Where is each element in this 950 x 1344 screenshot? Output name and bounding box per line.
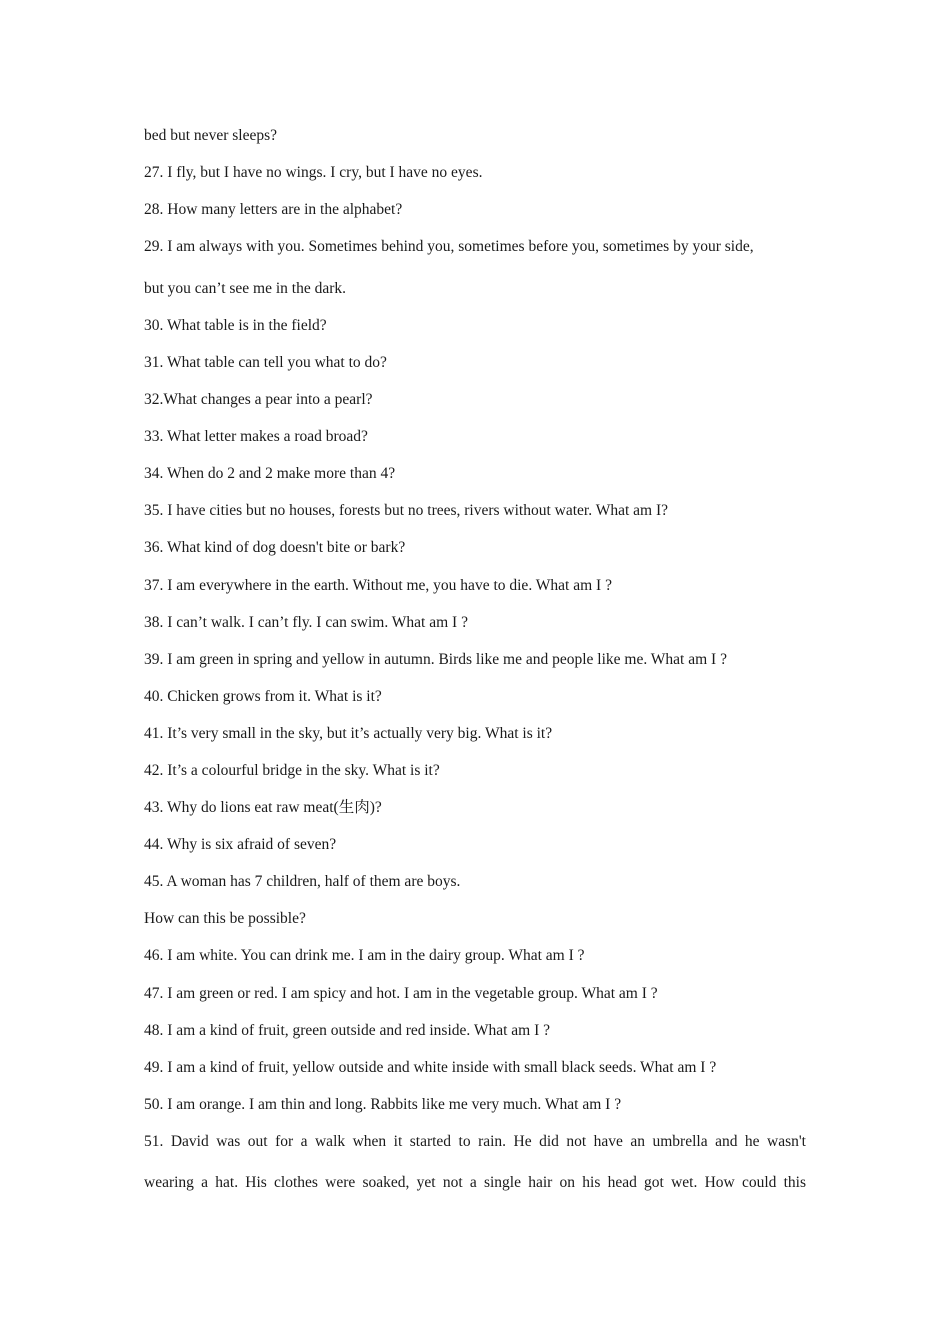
riddle-43: 43. Why do lions eat raw meat(生肉)?	[144, 799, 382, 817]
riddle-42: 42. It’s a colourful bridge in the sky. What is it?	[144, 762, 440, 779]
riddle-48: 48. I am a kind of fruit, green outside and red inside. What am I ?	[144, 1021, 551, 1039]
riddle-34: 34. When do 2 and 2 make more than 4?	[144, 465, 396, 483]
riddle-45: 45. A woman has 7 children, half of them are boys.	[144, 873, 461, 891]
riddle-51: 51. David was out for a walk when it started to rain. He did not have an umbrella and he wasn't	[144, 1132, 806, 1150]
riddle-51-continued: wearing a hat. His clothes were soaked, yet not a single hair on his head got wet. How could this	[144, 1174, 806, 1192]
riddle-35: 35. I have cities but no houses, forests but no trees, rivers without water. What am I?	[144, 502, 669, 520]
riddle-33: 33. What letter makes a road broad?	[144, 428, 368, 446]
riddle-29: 29. I am always with you. Sometimes behind you, sometimes before you, sometimes by your side,	[144, 238, 754, 256]
riddle-27: 27. I fly, but I have no wings. I cry, but I have no eyes.	[144, 164, 483, 182]
riddle-31: 31. What table can tell you what to do?	[144, 353, 387, 371]
riddle-37: 37. I am everywhere in the earth. Without me, you have to die. What am I ?	[144, 576, 612, 594]
riddle-40: 40. Chicken grows from it. What is it?	[144, 687, 382, 705]
riddle-50: 50. I am orange. I am thin and long. Rabbits like me very much. What am I ?	[144, 1095, 622, 1113]
riddle-28: 28. How many letters are in the alphabet?	[144, 201, 403, 219]
riddle-49: 49. I am a kind of fruit, yellow outside and white inside with small black seeds. What am I ?	[144, 1058, 717, 1076]
riddle-39: 39. I am green in spring and yellow in autumn. Birds like me and people like me. What am I ?	[144, 650, 727, 668]
riddle-list	[144, 124, 806, 1209]
riddle-41: 41. It’s very small in the sky, but it’s actually very big. What is it?	[144, 724, 553, 742]
riddle-36: 36. What kind of dog doesn't bite or bark?	[144, 539, 406, 557]
riddle-45-continued: How can this be possible?	[144, 910, 306, 928]
riddle-47: 47. I am green or red. I am spicy and hot. I am in the vegetable group. What am I ?	[144, 984, 658, 1002]
riddle-44: 44. Why is six afraid of seven?	[144, 836, 337, 854]
text-line: bed but never sleeps?	[144, 127, 277, 144]
riddle-32: 32.What changes a pear into a pearl?	[144, 391, 373, 409]
riddle-29-continued: but you can’t see me in the dark.	[144, 279, 347, 297]
riddle-30: 30. What table is in the field?	[144, 316, 327, 334]
riddle-46: 46. I am white. You can drink me. I am in the dairy group. What am I ?	[144, 947, 585, 965]
riddle-38: 38. I can’t walk. I can’t fly. I can swim. What am I ?	[144, 613, 468, 631]
